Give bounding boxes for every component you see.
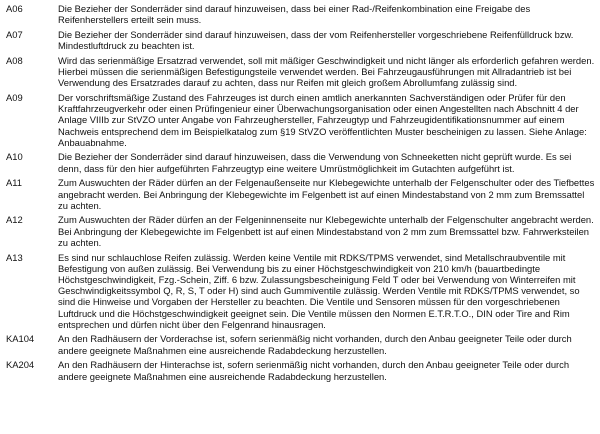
entry-text: An den Radhäusern der Vorderachse ist, sofern serienmäßig nicht vorhanden, durch den Anbau geeigneter Teile oder durch andere geeignete Maßnahmen eine ausreichende Radabdeckung herzustellen. bbox=[58, 333, 572, 356]
entry-text: Zum Auswuchten der Räder dürfen an der Felgeninnenseite nur Klebegewichte unterhalb der Felgenschulter angebracht werden. Bei Anbringung der Klebegewichte im Felgenbett ist auf einen Mindestabstand von 2 mm zum Bremssattel bzw. Fahrwerksteilen zu achten. bbox=[58, 214, 594, 248]
entry-a13 bbox=[6, 252, 596, 330]
entry-code: A12 bbox=[6, 214, 23, 226]
entry-code: A09 bbox=[6, 91, 23, 103]
entry-text: Es sind nur schlauchlose Reifen zulässig. Werden keine Ventile mit RDKS/TPMS verwendet, sind Metallschraubventile mit Befestigung von außen zulässig. Bei Verwendung bis zu einer Höchstgeschwindigkeit von 210 km/h (bauartbedingte Höchstgeschwindigkeit, Fzg.-Schein, Ziff. 6 bzw. Zulassungsbescheinigung Feld T oder bei Verwendung von Winterreifen mit Geschwindigkeitssymbol Q, R, S, T oder H) sind auch Gummiventile zulässig. Werden Ventile mit RDKS/TPMS verwendet, so sind die Hinweise und Vorgaben der Hersteller zu beachten. Die Ventile und Sensoren müssen für den vorgeschriebenen Luftdruck und die Höchstgeschwindigkeit geeignet sein. Die Ventile müssen den Normen E.T.R.T.O., DIN oder Tire and Rim entsprechen und dürfen nicht über den Felgenrand hinausragen. bbox=[58, 251, 580, 330]
entry-a08 bbox=[6, 55, 596, 89]
entry-text: Der vorschriftsmäßige Zustand des Fahrzeuges ist durch einen amtlich anerkannten Sachverständigen oder Prüfer für den Kraftfahrzeugverkehr oder einen Prüfingenieur einer Überwachungsorganisation oder einen Angestellten nach Abschnitt 4 der Anlage VIIIb zur StVZO unter Angabe von Fahrzeughersteller, Fahrzeugtyp und Fahrzeugidentifikationsnummer auf einem Nachweis entsprechend dem im Beispielkatalog zum §19 StVZO veröffentlichten Muster bescheinigen zu lassen. Siehe Anlage: Anbauabnahme. bbox=[58, 91, 587, 148]
entry-a09 bbox=[6, 92, 596, 148]
entry-code: A11 bbox=[6, 177, 22, 189]
entry-a10 bbox=[6, 151, 596, 173]
entry-text: Die Bezieher der Sonderräder sind darauf hinzuweisen, dass der vom Reifenhersteller vorgeschriebene Reifenfülldruck bzw. Mindestluftdruck zu beachten ist. bbox=[58, 28, 574, 52]
entry-a11 bbox=[6, 177, 596, 211]
entry-code: A06 bbox=[6, 3, 23, 14]
entry-ka204 bbox=[6, 359, 596, 381]
entry-code: A10 bbox=[6, 151, 23, 163]
entry-code: A07 bbox=[6, 28, 23, 40]
entry-code: A08 bbox=[6, 54, 23, 66]
entry-text: Zum Auswuchten der Räder dürfen an der Felgenaußenseite nur Klebegewichte unterhalb der Felgenschulter oder des Tiefbettes angebracht werden. Bei Anbringung der Klebegewichte im Felgenbett ist auf einen Mindestabstand von 2 mm zum Bremssattel zu achten. bbox=[58, 177, 595, 211]
entry-code: A13 bbox=[6, 251, 23, 263]
entry-text: Die Bezieher der Sonderräder sind darauf hinzuweisen, dass bei einer Rad-/Reifenkombination eine Freigabe des Reifenherstellers erteilt sein muss. bbox=[58, 3, 531, 26]
entry-text: Wird das serienmäßige Ersatzrad verwendet, soll mit mäßiger Geschwindigkeit und nicht länger als erforderlich gefahren werden. Hierbei müssen die serienmäßigen Befestigungsteile verwendet werden. Bei Fahrzeugausführungen mit Allradantrieb ist bei Verwendung des Ersatzrades darauf zu achten, dass nur Reifen mit gleich großem Abrollumfang zulässig sind. bbox=[58, 54, 595, 89]
entry-code: KA204 bbox=[6, 359, 35, 371]
entry-a06 bbox=[6, 3, 596, 25]
entry-text: Die Bezieher der Sonderräder sind darauf hinzuweisen, dass die Verwendung von Schneeketten nicht geprüft wurde. Es sei denn, dass für den hier aufgeführten Fahrzeugtyp eine weitere Umrüstmöglichkeit im Gutachten aufgeführt ist. bbox=[58, 151, 572, 174]
entry-code: KA104 bbox=[6, 333, 35, 345]
entry-a07 bbox=[6, 29, 596, 51]
entry-a12 bbox=[6, 214, 596, 248]
entry-text: An den Radhäusern der Hinterachse ist, sofern serienmäßig nicht vorhanden, durch den Anbau geeigneter Teile oder durch andere geeignete Maßnahmen eine ausreichende Radabdeckung herzustellen. bbox=[58, 359, 570, 382]
entry-ka104 bbox=[6, 333, 596, 355]
